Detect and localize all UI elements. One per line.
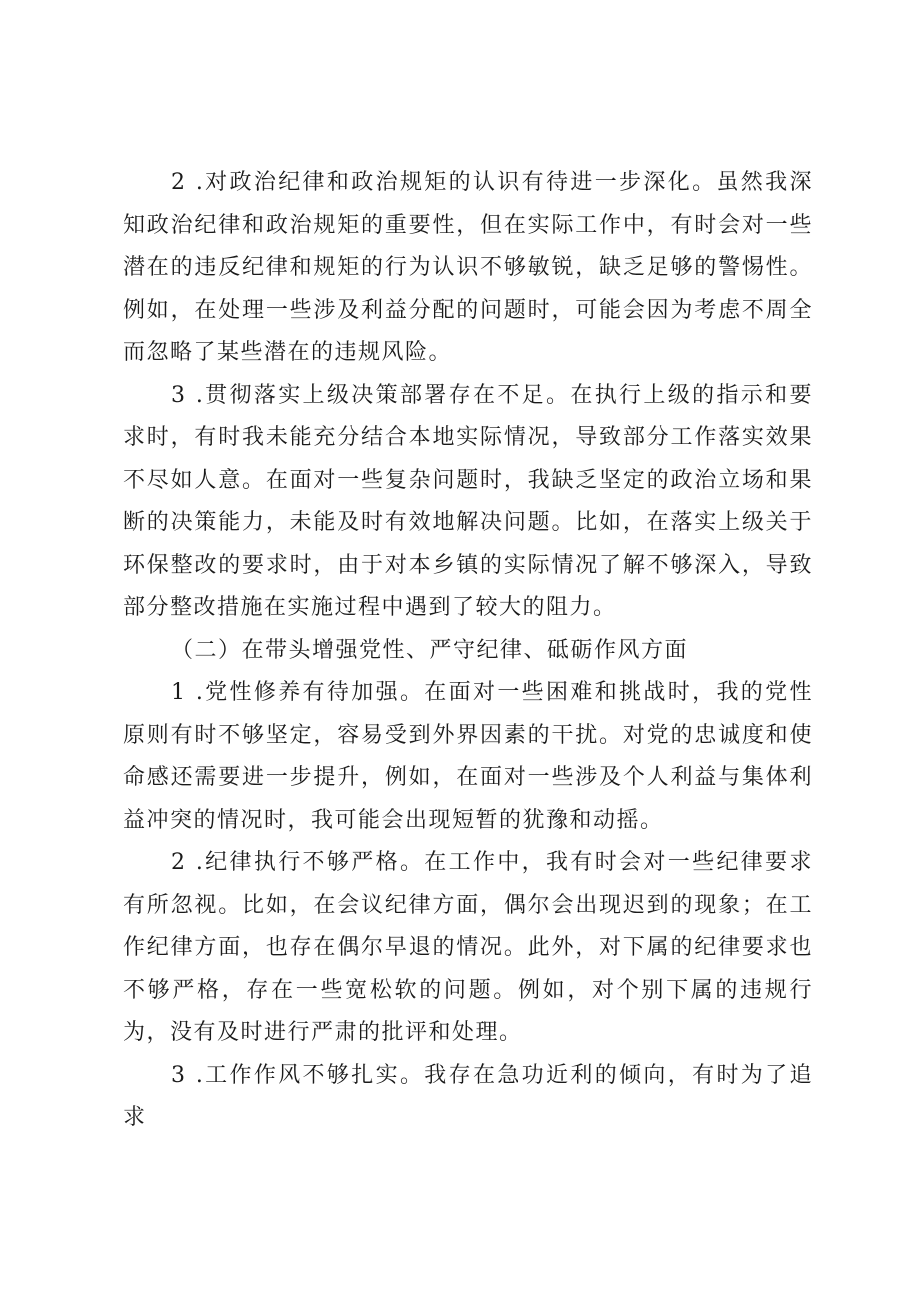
paragraph-party-spirit: 1 .党性修养有待加强。在面对一些困难和挑战时，我的党性原则有时不够坚定，容易受到外界因素的干扰。对党的忠诚度和使命感还需要进一步提升，例如，在面对一些涉及个人利益与集体利益冲突的情况时，我可能会出现短暂的犹豫和动摇。 bbox=[123, 680, 813, 833]
paragraph-discipline-execution: 2 .纪律执行不够严格。在工作中，我有时会对一些纪律要求有所忽视。比如，在会议纪律方面，偶尔会出现迟到的现象；在工作纪律方面，也存在偶尔早退的情况。此外，对下属的纪律要求也不够严格，存在一些宽松软的问题。例如，对个别下属的违规行为，没有及时进行严肃的批评和处理。 bbox=[123, 850, 813, 1045]
paragraph-implementation: 3 .贯彻落实上级决策部署存在不足。在执行上级的指示和要求时，有时我未能充分结合本地实际情况，导致部分工作落实效果不尽如人意。在面对一些复杂问题时，我缺乏坚定的政治立场和果断的决策能力，未能及时有效地解决问题。比如，在落实上级关于环保整改的要求时，由于对本乡镇的实际情况了解不够深入，导致部分整改措施在实施过程中遇到了较大的阻力。 bbox=[123, 382, 813, 620]
paragraph-political-discipline: 2 .对政治纪律和政治规矩的认识有待进一步深化。虽然我深知政治纪律和政治规矩的重要性，但在实际工作中，有时会对一些潜在的违反纪律和规矩的行为认识不够敏锐，缺乏足够的警惕性。例如，在处理一些涉及利益分配的问题时，可能会因为考虑不周全而忽略了某些潜在的违规风险。 bbox=[123, 170, 813, 365]
section-heading: （二）在带头增强党性、严守纪律、砥砺作风方面 bbox=[171, 637, 689, 663]
document-body bbox=[123, 162, 813, 1140]
paragraph-work-style: 3 .工作作风不够扎实。我存在急功近利的倾向，有时为了追求 bbox=[123, 1062, 813, 1130]
